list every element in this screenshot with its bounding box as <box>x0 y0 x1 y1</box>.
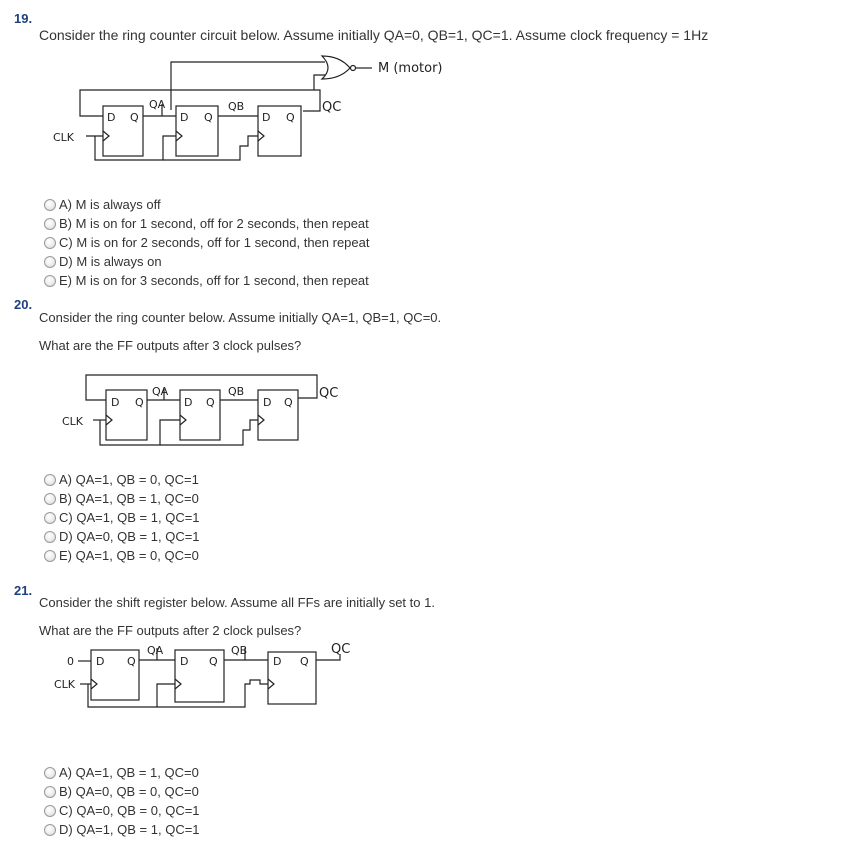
qc-label: QC <box>331 642 351 657</box>
option-19b[interactable]: B) M is on for 1 second, off for 2 seconds, then repeat <box>44 214 369 233</box>
radio-button[interactable] <box>44 237 56 249</box>
or-gate <box>322 56 350 79</box>
question-19-options <box>44 195 369 290</box>
radio-button[interactable] <box>44 805 56 817</box>
option-20a[interactable]: A) QA=1, QB = 0, QC=1 <box>44 470 200 489</box>
svg-text:D: D <box>262 111 271 124</box>
qb-label: QB <box>231 644 248 657</box>
svg-text:D: D <box>263 396 272 409</box>
qa-label: QA <box>147 644 164 657</box>
motor-label: M (motor) <box>378 61 443 76</box>
option-21a[interactable]: A) QA=1, QB = 1, QC=0 <box>44 763 200 782</box>
question-20-subprompt: What are the FF outputs after 3 clock pulses? <box>39 338 302 353</box>
option-20e[interactable]: E) QA=1, QB = 0, QC=0 <box>44 546 200 565</box>
radio-button[interactable] <box>44 767 56 779</box>
radio-button[interactable] <box>44 531 56 543</box>
svg-text:Q: Q <box>286 111 295 124</box>
question-20-ring-counter-diagram <box>0 365 380 455</box>
radio-button[interactable] <box>44 786 56 798</box>
svg-text:Q: Q <box>130 111 139 124</box>
svg-text:Q: Q <box>300 655 309 668</box>
svg-text:Q: Q <box>206 396 215 409</box>
svg-text:D: D <box>107 111 116 124</box>
option-21c[interactable]: C) QA=0, QB = 0, QC=1 <box>44 801 200 820</box>
radio-button[interactable] <box>44 199 56 211</box>
question-19-prompt: Consider the ring counter circuit below. Assume initially QA=0, QB=1, QC=1. Assume clock frequency = 1Hz <box>39 27 709 43</box>
qa-to-gate-wire <box>171 62 325 110</box>
question-20-prompt: Consider the ring counter below. Assume initially QA=1, QB=1, QC=0. <box>39 310 442 325</box>
svg-text:D: D <box>96 655 105 668</box>
question-21-prompt: Consider the shift register below. Assume all FFs are initially set to 1. <box>39 595 435 610</box>
question-21-subprompt: What are the FF outputs after 2 clock pulses? <box>39 623 302 638</box>
question-20-options <box>44 470 200 565</box>
svg-text:Q: Q <box>204 111 213 124</box>
svg-text:D: D <box>180 655 189 668</box>
svg-text:Q: Q <box>284 396 293 409</box>
svg-text:D: D <box>111 396 120 409</box>
qa-label: QA <box>152 385 169 398</box>
option-20d[interactable]: D) QA=0, QB = 1, QC=1 <box>44 527 200 546</box>
question-20-number: 20. <box>14 297 33 312</box>
question-19-number: 19. <box>14 11 33 26</box>
option-21b[interactable]: B) QA=0, QB = 0, QC=0 <box>44 782 200 801</box>
qc-label: QC <box>319 386 339 401</box>
option-19a[interactable]: A) M is always off <box>44 195 369 214</box>
option-20b[interactable]: B) QA=1, QB = 1, QC=0 <box>44 489 200 508</box>
option-19d[interactable]: D) M is always on <box>44 252 369 271</box>
clk-label: CLK <box>53 131 75 144</box>
radio-button[interactable] <box>44 512 56 524</box>
svg-text:Q: Q <box>135 396 144 409</box>
radio-button[interactable] <box>44 493 56 505</box>
radio-button[interactable] <box>44 824 56 836</box>
feedback-wire <box>86 375 317 400</box>
radio-button[interactable] <box>44 275 56 287</box>
qa-label: QA <box>149 98 166 111</box>
option-20c[interactable]: C) QA=1, QB = 1, QC=1 <box>44 508 200 527</box>
radio-button[interactable] <box>44 550 56 562</box>
qc-label: QC <box>322 100 342 115</box>
question-19-ring-counter-diagram <box>0 48 470 178</box>
clk-label: CLK <box>54 678 76 691</box>
svg-text:Q: Q <box>127 655 136 668</box>
qb-label: QB <box>228 100 245 113</box>
radio-button[interactable] <box>44 474 56 486</box>
radio-button[interactable] <box>44 218 56 230</box>
question-21-shift-register-diagram <box>0 640 380 720</box>
input-zero-label: 0 <box>67 655 74 668</box>
option-21d[interactable]: D) QA=1, QB = 1, QC=1 <box>44 820 200 839</box>
question-21-options <box>44 763 200 839</box>
feedback-wire <box>80 90 320 116</box>
radio-button[interactable] <box>44 256 56 268</box>
svg-text:Q: Q <box>209 655 218 668</box>
question-21-number: 21. <box>14 583 33 598</box>
qb-label: QB <box>228 385 245 398</box>
svg-text:D: D <box>273 655 282 668</box>
svg-text:D: D <box>184 396 193 409</box>
svg-text:D: D <box>180 111 189 124</box>
clk-label: CLK <box>62 415 84 428</box>
option-19c[interactable]: C) M is on for 2 seconds, off for 1 second, then repeat <box>44 233 369 252</box>
option-19e[interactable]: E) M is on for 3 seconds, off for 1 second, then repeat <box>44 271 369 290</box>
